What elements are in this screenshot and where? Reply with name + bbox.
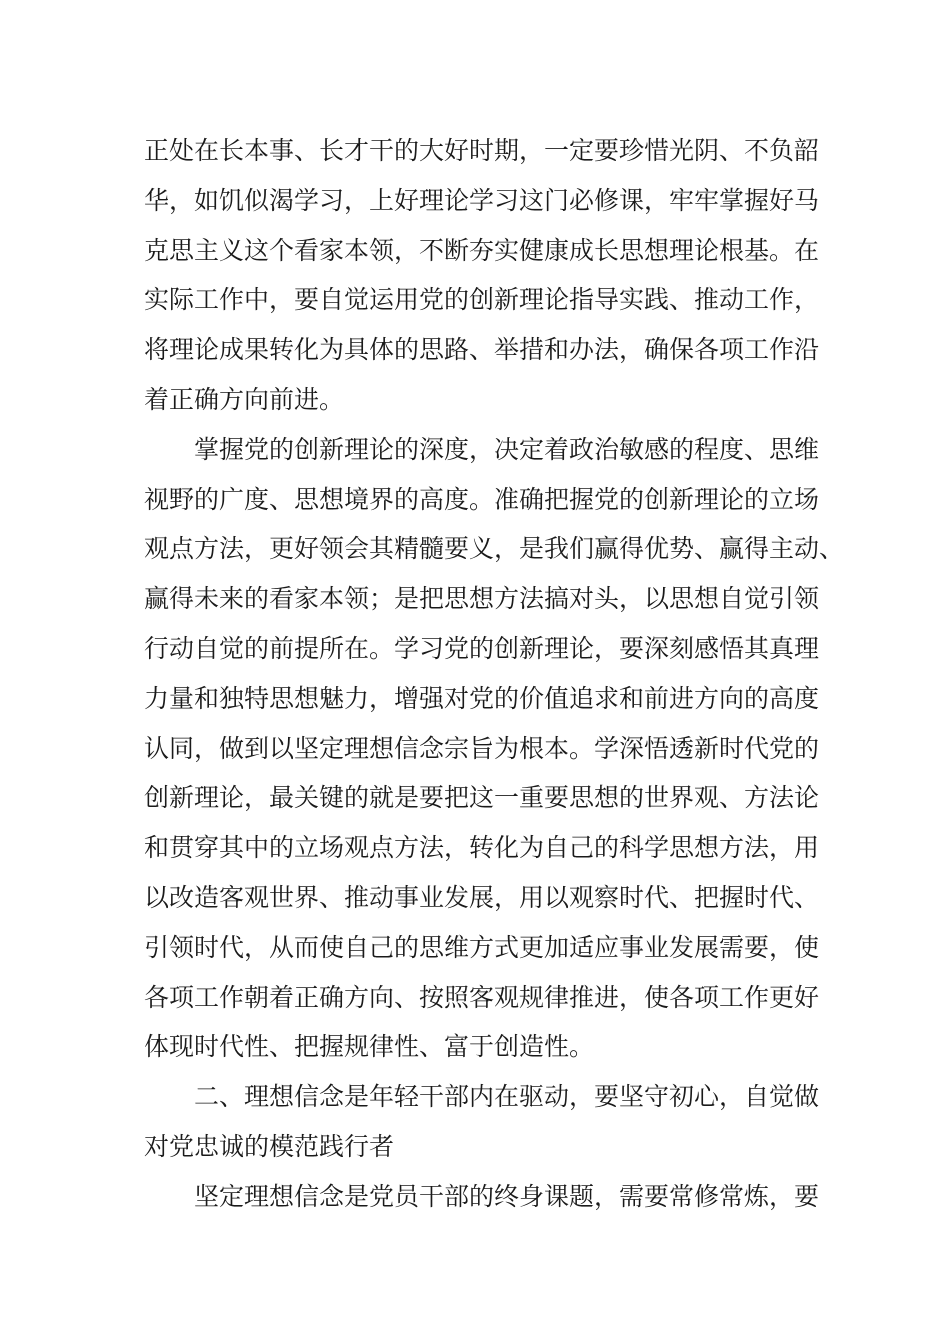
text-line: 视野的广度、思想境界的高度。准确把握党的创新理论的立场 xyxy=(144,484,820,514)
heading-line: 对党忠诚的模范践行者 xyxy=(144,1131,395,1161)
paragraph-1 xyxy=(144,126,824,425)
text-line: 实际工作中，要自觉运用党的创新理论指导实践、推动工作， xyxy=(144,285,820,315)
text-line: 着正确方向前进。 xyxy=(144,384,345,414)
heading-line: 二、理想信念是年轻干部内在驱动，要坚守初心，自觉做 xyxy=(194,1082,820,1112)
text-line: 各项工作朝着正确方向、按照客观规律推进，使各项工作更好 xyxy=(144,982,820,1012)
text-line: 正处在长本事、长才干的大好时期，一定要珍惜光阴、不负韶 xyxy=(144,136,820,165)
text-line: 坚定理想信念是党员干部的终身课题，需要常修常炼，要 xyxy=(194,1181,820,1211)
text-line: 华，如饥似渴学习，上好理论学习这门必修课，牢牢掌握好马 xyxy=(144,185,820,215)
text-line: 和贯穿其中的立场观点方法，转化为自己的科学思想方法，用 xyxy=(144,833,820,863)
paragraph-3 xyxy=(144,1172,824,1222)
text-line: 观点方法，更好领会其精髓要义，是我们赢得优势、赢得主动、 xyxy=(144,534,845,564)
text-line: 以改造客观世界、推动事业发展，用以观察时代、把握时代、 xyxy=(144,882,820,912)
text-line: 将理论成果转化为具体的思路、举措和办法，确保各项工作沿 xyxy=(144,335,820,365)
section-heading xyxy=(144,1072,824,1172)
text-line: 掌握党的创新理论的深度，决定着政治敏感的程度、思维 xyxy=(194,434,820,464)
text-line: 赢得未来的看家本领；是把思想方法搞对头，以思想自觉引领 xyxy=(144,584,820,614)
text-line: 体现时代性、把握规律性、富于创造性。 xyxy=(144,1032,595,1062)
text-line: 认同，做到以坚定理想信念宗旨为根本。学深悟透新时代党的 xyxy=(144,733,820,763)
text-line: 引领时代，从而使自己的思维方式更加适应事业发展需要，使 xyxy=(144,932,820,962)
text-line: 行动自觉的前提所在。学习党的创新理论，要深刻感悟其真理 xyxy=(144,633,820,663)
text-line: 克思主义这个看家本领，不断夯实健康成长思想理论根基。在 xyxy=(144,235,820,265)
paragraph-2 xyxy=(144,425,845,1072)
text-line: 力量和独特思想魅力，增强对党的价值追求和前进方向的高度 xyxy=(144,683,820,713)
body-text xyxy=(144,126,845,1222)
text-line: 创新理论，最关键的就是要把这一重要思想的世界观、方法论 xyxy=(144,783,820,813)
